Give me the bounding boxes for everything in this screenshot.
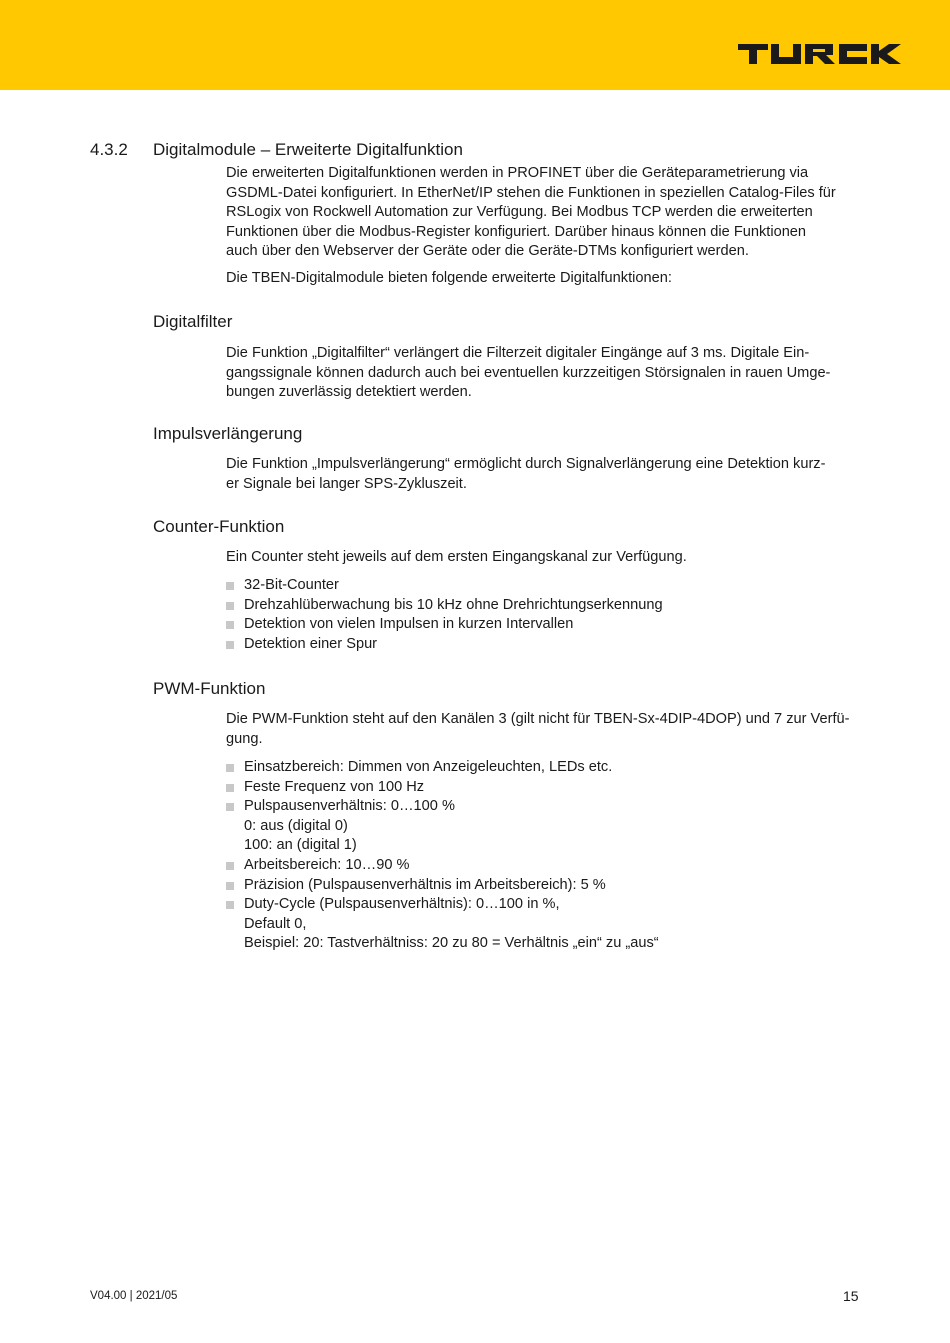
- bullet-square-icon: [226, 641, 234, 649]
- list-item-text: Detektion einer Spur: [244, 635, 378, 652]
- bullet-square-icon: [226, 882, 234, 890]
- text-line: gangssignale können dadurch auch bei eventuellen kurzzeitigen Störsignalen in rauen Umge-: [226, 364, 831, 381]
- footer-version: V04.00 | 2021/05: [90, 1290, 178, 1302]
- turck-logo: [738, 44, 914, 64]
- heading-digitalfilter: Digitalfilter: [153, 312, 233, 331]
- bullet-square-icon: [226, 764, 234, 772]
- list-item-subline: Default 0,: [244, 915, 307, 932]
- text-line: auch über den Webserver der Geräte oder die Geräte-DTMs konfiguriert werden.: [226, 243, 749, 260]
- text-line: er Signale bei langer SPS-Zykluszeit.: [226, 475, 467, 492]
- list-item-text: Einsatzbereich: Dimmen von Anzeigeleuchten, LEDs etc.: [244, 759, 613, 775]
- bullet-square-icon: [226, 602, 234, 610]
- bullet-square-icon: [226, 803, 234, 811]
- list-item: [226, 778, 866, 798]
- heading-pwm: PWM-Funktion: [153, 679, 266, 698]
- text-line: Die PWM-Funktion steht auf den Kanälen 3 (gilt nicht für TBEN-Sx-4DIP-4DOP) und 7 zur Verfü-: [226, 711, 850, 727]
- list-item-subline: 100: an (digital 1): [244, 837, 357, 854]
- digitalfilter-paragraph: [226, 344, 856, 403]
- list-item: [226, 635, 866, 655]
- text-line: bungen zuverlässig detektiert werden.: [226, 384, 472, 401]
- list-item: [226, 758, 866, 778]
- list-item-text: 32-Bit-Counter: [244, 577, 339, 593]
- page-number: 15: [843, 1288, 859, 1304]
- list-item: [226, 797, 866, 856]
- counter-paragraph: Ein Counter steht jeweils auf dem ersten Eingangskanal zur Verfügung.: [226, 549, 687, 565]
- list-item-text: Arbeitsbereich: 10…90 %: [244, 856, 410, 873]
- list-item: [226, 596, 866, 616]
- bullet-square-icon: [226, 621, 234, 629]
- counter-bullet-list: [226, 576, 866, 654]
- text-line: Die erweiterten Digitalfunktionen werden in PROFINET über die Geräteparametrierung via: [226, 165, 809, 181]
- list-item-text: Pulspausenverhältnis: 0…100 %: [244, 798, 455, 815]
- section-number: 4.3.2: [90, 140, 128, 159]
- pwm-paragraph: [226, 710, 856, 749]
- list-item-subline: 0: aus (digital 0): [244, 817, 348, 834]
- lead-paragraph: Die TBEN-Digitalmodule bieten folgende erweiterte Digitalfunktionen:: [226, 270, 672, 286]
- list-item-text: Feste Frequenz von 100 Hz: [244, 778, 425, 795]
- list-item-subline: Beispiel: 20: Tastverhältniss: 20 zu 80 = Verhältnis „ein“ zu „aus“: [244, 935, 659, 952]
- heading-impulsverlaengerung: Impulsverlängerung: [153, 424, 303, 443]
- list-item: [226, 895, 866, 954]
- pwm-bullet-list: [226, 758, 866, 954]
- list-item: [226, 615, 866, 635]
- bullet-square-icon: [226, 862, 234, 870]
- text-line: Die Funktion „Digitalfilter“ verlängert die Filterzeit digitaler Eingänge auf 3 ms. Digitale Ein-: [226, 345, 810, 361]
- intro-paragraph: [226, 164, 856, 262]
- list-item: [226, 576, 866, 596]
- list-item-text: Duty-Cycle (Pulspausenverhältnis): 0…100 in %,: [244, 896, 560, 913]
- text-line: RSLogix von Rockwell Automation zur Verfügung. Bei Modbus TCP werden die erweiterten: [226, 204, 813, 221]
- section-title: Digitalmodule – Erweiterte Digitalfunktion: [153, 140, 463, 159]
- impuls-paragraph: [226, 455, 856, 494]
- list-item-text: Detektion von vielen Impulsen in kurzen Intervallen: [244, 616, 574, 633]
- list-item-text: Präzision (Pulspausenverhältnis im Arbeitsbereich): 5 %: [244, 876, 606, 893]
- bullet-square-icon: [226, 901, 234, 909]
- text-line: GSDML-Datei konfiguriert. In EtherNet/IP stehen die Funktionen in speziellen Catalog-Files für: [226, 184, 836, 201]
- turck-logo-icon: [738, 44, 914, 64]
- heading-counter: Counter-Funktion: [153, 517, 285, 536]
- text-line: Die Funktion „Impulsverlängerung“ ermöglicht durch Signalverlängerung eine Detektion kurz-: [226, 456, 826, 472]
- bullet-square-icon: [226, 582, 234, 590]
- bullet-square-icon: [226, 784, 234, 792]
- list-item: [226, 876, 866, 896]
- text-line: Funktionen über die Modbus-Register konfiguriert. Darüber hinaus können die Funktionen: [226, 223, 807, 240]
- text-line: gung.: [226, 730, 263, 747]
- list-item-text: Drehzahlüberwachung bis 10 kHz ohne Drehrichtungserkennung: [244, 596, 663, 613]
- list-item: [226, 856, 866, 876]
